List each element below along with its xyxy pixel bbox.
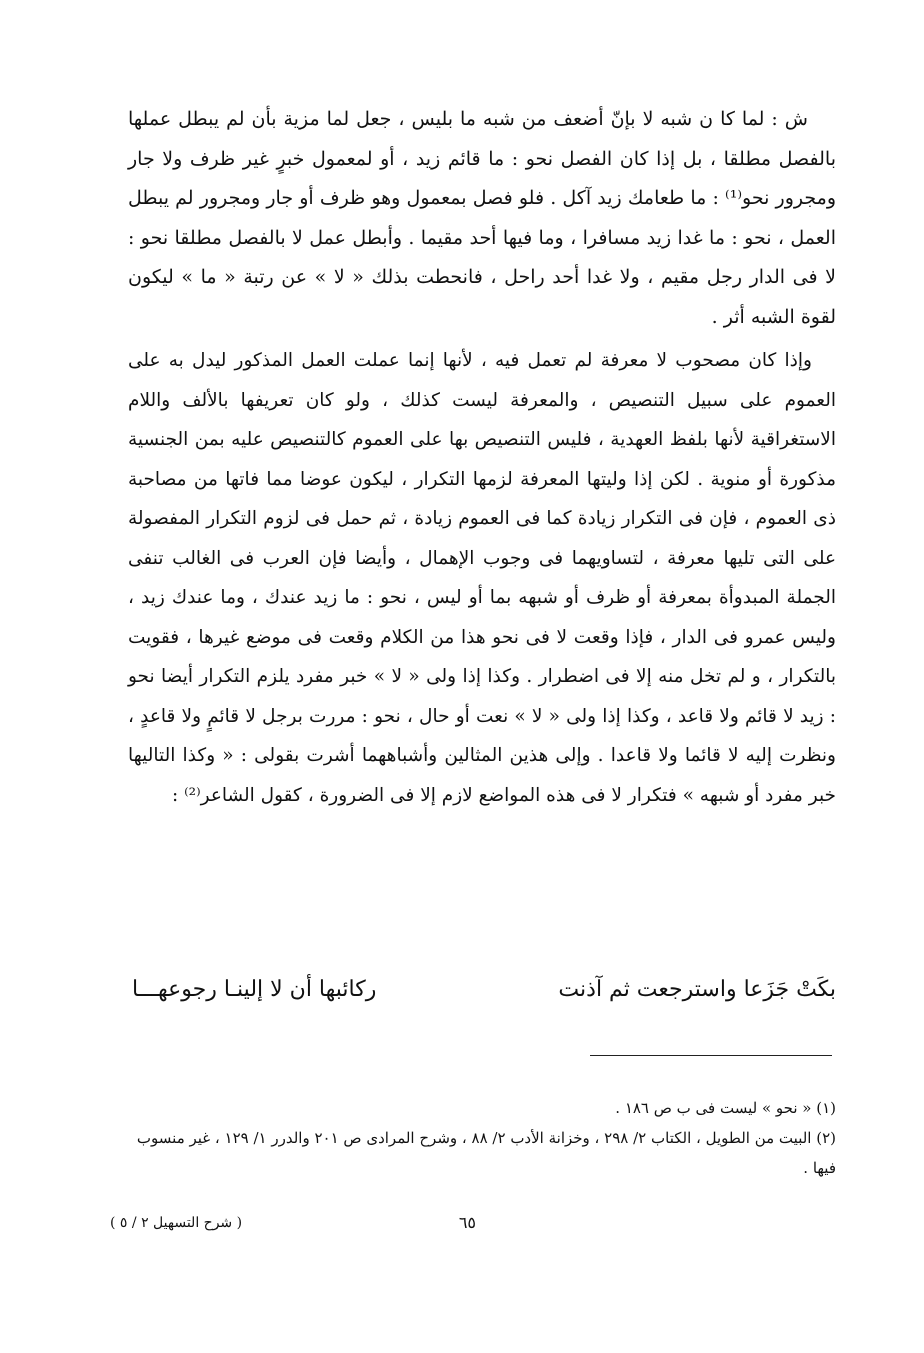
footnotes [120, 1093, 836, 1183]
paragraph-1: ش : لما كا ن شبه لا بإنّ أضعف من شبه ما بليس ، جعل لما مزية بأن لم يبطل عملها بالفصل مطلقا ، بل إذا كان الفصل نحو : ما قائم زيد ، أو لمعمول خبرٍ غير ظرف ولا جار ومجرور نحو⁽¹⁾ : ما طعامك زيد آكل . فلو فصل بمعمول وهو ظرف أو جار ومجرور لم يبطل العمل ، نحو : ما غدا زيد مسافرا ، وما فيها أحد مقيما . وأبطل عمل لا بالفصل مطلقا نحو : لا فى الدار رجل مقيم ، ولا غدا أحد راحل ، فانحطت بذلك « لا » عن رتبة « ما » ليكون لقوة الشبه أثر . [128, 108, 837, 328]
page-number: ٦٥ [458, 1213, 476, 1232]
page-footer [110, 1213, 836, 1243]
paragraph-2: وإذا كان مصحوب لا معرفة لم تعمل فيه ، لأنها إنما عملت العمل المذكور ليدل به على العموم على سبيل التنصيص ، والمعرفة ليست كذلك ، ولو كان تعريفها بالألف واللام الاستغراقية لأنها بلفظ العهدية ، فليس التنصيص بها على العموم كالتنصيص عليه بمن الجنسية مذكورة أو منوية . لكن إذا وليتها المعرفة لزمها التكرار ، ليكون عوضا مما فاتها من مصاحبة ذى العموم ، فإن فى التكرار زيادة كما فى العموم زيادة ، ثم حمل فى لزوم التكرار المفصولة على التى تليها معرفة ، لتساويهما فى وجوب الإهمال ، وأيضا فإن العرب فى الغالب تنفى الجملة المبدوأة بمعرفة أو ظرف أو شبهه بما أو ليس ، نحو : ما زيد عندك ، وما عندك زيد ، وليس عمرو فى الدار ، فإذا وقعت لا فى نحو هذا من الكلام وقعت فى موضع غيرها ، فقويت بالتكرار ، و لم تخل منه إلا فى اضطرار . وكذا إذا ولى « لا » خبر مفرد يلزم التكرار أيضا نحو : زيد لا قائم ولا قاعد ، وكذا إذا ولى « لا » نعت أو حال ، نحو : مررت برجل لا قائمٍ ولا قاعدٍ ، ونظرت إليه لا قائما ولا قاعدا . وإلى هذين المثالين وأشباههما أشرت بقولى : « وكذا التاليها خبر مفرد أو شبهه » فتكرار لا فى هذه المواضع لازم إلا فى الضرورة ، كقول الشاعر⁽²⁾ : [128, 350, 836, 806]
main-text [128, 100, 836, 815]
book-reference: ( شرح التسهيل ٢ / ٥ ) [110, 1215, 243, 1231]
poetry-verse [128, 970, 836, 1010]
footnote-2: (٢) البيت من الطويل ، الكتاب ٢/ ٢٩٨ ، وخزانة الأدب ٢/ ٨٨ ، وشرح المرادى ص ٢٠١ والدرر ١/ ١٢٩ ، غير منسوب فيها . [136, 1129, 836, 1177]
verse-second-hemistich: ركائبها أن لا إلينـا رجوعهـــا [132, 977, 377, 1002]
footnote-1: (١) « نحو » ليست فى ب ص ١٨٦ . [615, 1099, 836, 1117]
verse-first-hemistich: بكَتْ جَزَعا واسترجعت ثم آذنت [558, 977, 836, 1002]
footnote-divider [590, 1055, 832, 1056]
